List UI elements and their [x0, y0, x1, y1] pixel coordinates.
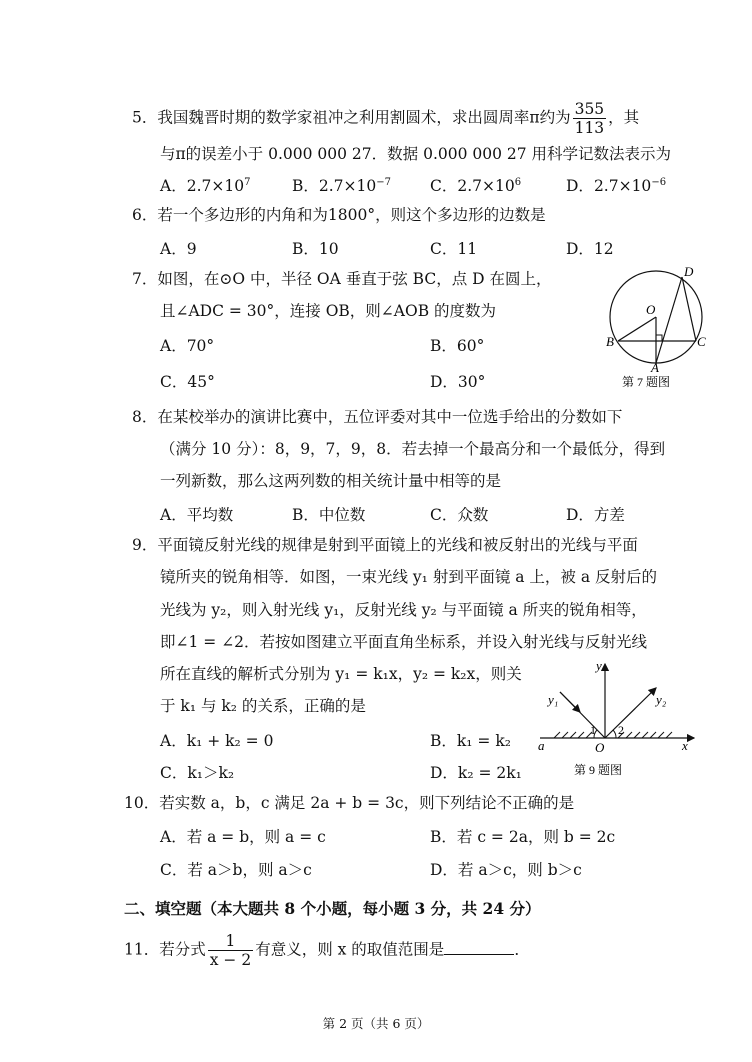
q6-stem: 6．若一个多边形的内角和为1800°，则这个多边形的边数是 — [132, 206, 546, 224]
q9-label-angle1: 1 — [590, 723, 596, 737]
q9-figure-caption: 第 9 题图 — [574, 763, 623, 777]
q11-answer-blank[interactable] — [444, 940, 514, 955]
q7-label-a: A — [651, 360, 659, 375]
q6-option-c: C．11 — [430, 240, 478, 258]
q9-line6: 于 k₁ 与 k₂ 的关系，正确的是 — [160, 697, 366, 715]
q10-stem: 10．若实数 a，b，c 满足 2a + b = 3c，则下列结论不正确的是 — [124, 794, 575, 812]
q7-label-d: D — [684, 264, 694, 279]
q5-number: 5． — [132, 108, 158, 127]
q9-label-y1: y₁ — [548, 692, 559, 707]
section-2-heading: 二、填空题（本大题共 8 个小题，每小题 3 分，共 24 分） — [124, 899, 541, 918]
q8-line2: （满分 10 分）：8，9，7，9，8．若去掉一个最高分和一个最低分，得到 — [160, 440, 666, 458]
q7-line2: 且∠ADC = 30°，连接 OB，则∠AOB 的度数为 — [160, 302, 497, 320]
q5-option-a: A．$2.7\times 10^7$ — [160, 176, 251, 195]
q6-option-d: D．12 — [566, 240, 614, 258]
q8-option-d: D．方差 — [566, 506, 625, 524]
q11-stem: 11．若分式 $\frac{1}{x - 2}$ 有意义，则 x 的取值范围是 ． — [124, 932, 530, 969]
q5-line2: 与π的误差小于 0.000 000 27．数据 0.000 000 27 用科学记数法表示为 — [160, 145, 672, 163]
q9-option-b: B．k₁ = k₂ — [430, 732, 511, 750]
q5-line1 — [132, 100, 639, 137]
q9-label-o: O — [595, 740, 605, 755]
q9-line2: 镜所夹的锐角相等．如图，一束光线 y₁ 射到平面镜 a 上，被 a 反射后的 — [160, 568, 658, 586]
q8-line1: 8．在某校举办的演讲比赛中，五位评委对其中一位选手给出的分数如下 — [132, 408, 623, 426]
q7-figure-circle-diagram — [600, 262, 710, 390]
q10-option-b: B．若 c = 2a，则 b = 2c — [430, 828, 616, 846]
q7-label-c: C — [697, 334, 706, 349]
q5-option-d: D．$2.7\times 10^{-6}$ — [566, 176, 667, 195]
q10-option-c: C．若 a＞b，则 a＞c — [160, 861, 312, 879]
q7-option-c: C．45° — [160, 373, 215, 391]
q5-option-c: C．$2.7\times 10^6$ — [430, 176, 522, 195]
q9-line1: 9．平面镜反射光线的规律是射到平面镜上的光线和被反射出的光线与平面 — [132, 536, 638, 554]
q9-option-a: A．k₁ + k₂ = 0 — [160, 732, 274, 750]
q6-option-b: B．10 — [292, 240, 339, 258]
q9-label-a: a — [538, 738, 545, 753]
q9-figure-mirror-diagram — [532, 658, 702, 780]
q8-option-a: A．平均数 — [160, 506, 234, 524]
q7-option-d: D．30° — [430, 373, 486, 391]
q10-option-a: A．若 a = b，则 a = c — [160, 828, 326, 846]
q7-line1: 7．如图，在⊙O 中，半径 OA 垂直于弦 BC，点 D 在圆上， — [132, 270, 552, 288]
q8-option-b: B．中位数 — [292, 506, 366, 524]
q9-label-y: y — [596, 658, 602, 673]
q9-label-angle2: 2 — [618, 723, 624, 737]
q7-label-b: B — [606, 334, 614, 349]
q9-line5: 所在直线的解析式分别为 y₁ = k₁x，y₂ = k₂x，则关 — [160, 665, 522, 683]
q9-line4: 即∠1 = ∠2．若按如图建立平面直角坐标系，并设入射光线与反射光线 — [160, 633, 648, 651]
q5-fraction-numerator: 355 — [574, 100, 605, 118]
q8-option-c: C．众数 — [430, 506, 489, 524]
q7-option-b: B．60° — [430, 337, 485, 355]
q9-option-c: C．k₁＞k₂ — [160, 764, 235, 782]
q9-option-d: D．k₂ = 2k₁ — [430, 764, 522, 782]
q5-text-a: 我国魏晋时期的数学家祖冲之利用割圆术，求出圆周率π约为 — [157, 108, 571, 127]
page-footer: 第 2 页（共 6 页） — [322, 1016, 430, 1031]
q7-option-a: A．70° — [160, 337, 215, 355]
q11-fraction: $\frac{1}{x - 2}$ — [209, 932, 252, 969]
q9-line3: 光线为 y₂，则入射光线 y₁，反射光线 y₂ 与平面镜 a 所夹的锐角相等， — [160, 601, 647, 619]
q6-option-a: A．9 — [160, 240, 197, 258]
q7-figure-caption: 第 7 题图 — [622, 375, 671, 389]
q9-label-y2: y₂ — [656, 692, 667, 707]
q5-fraction — [573, 100, 607, 137]
q9-label-x: x — [682, 738, 688, 753]
q5-text-b: ，其 — [608, 108, 640, 127]
q5-fraction-denominator: 113 — [574, 119, 605, 137]
q7-label-o: O — [646, 302, 656, 317]
q5-option-b: B．$2.7\times 10^{-7}$ — [292, 176, 392, 195]
q10-option-d: D．若 a＞c，则 b＞c — [430, 861, 582, 879]
q8-line3: 一列新数，那么这两列数的相关统计量中相等的是 — [160, 472, 502, 490]
